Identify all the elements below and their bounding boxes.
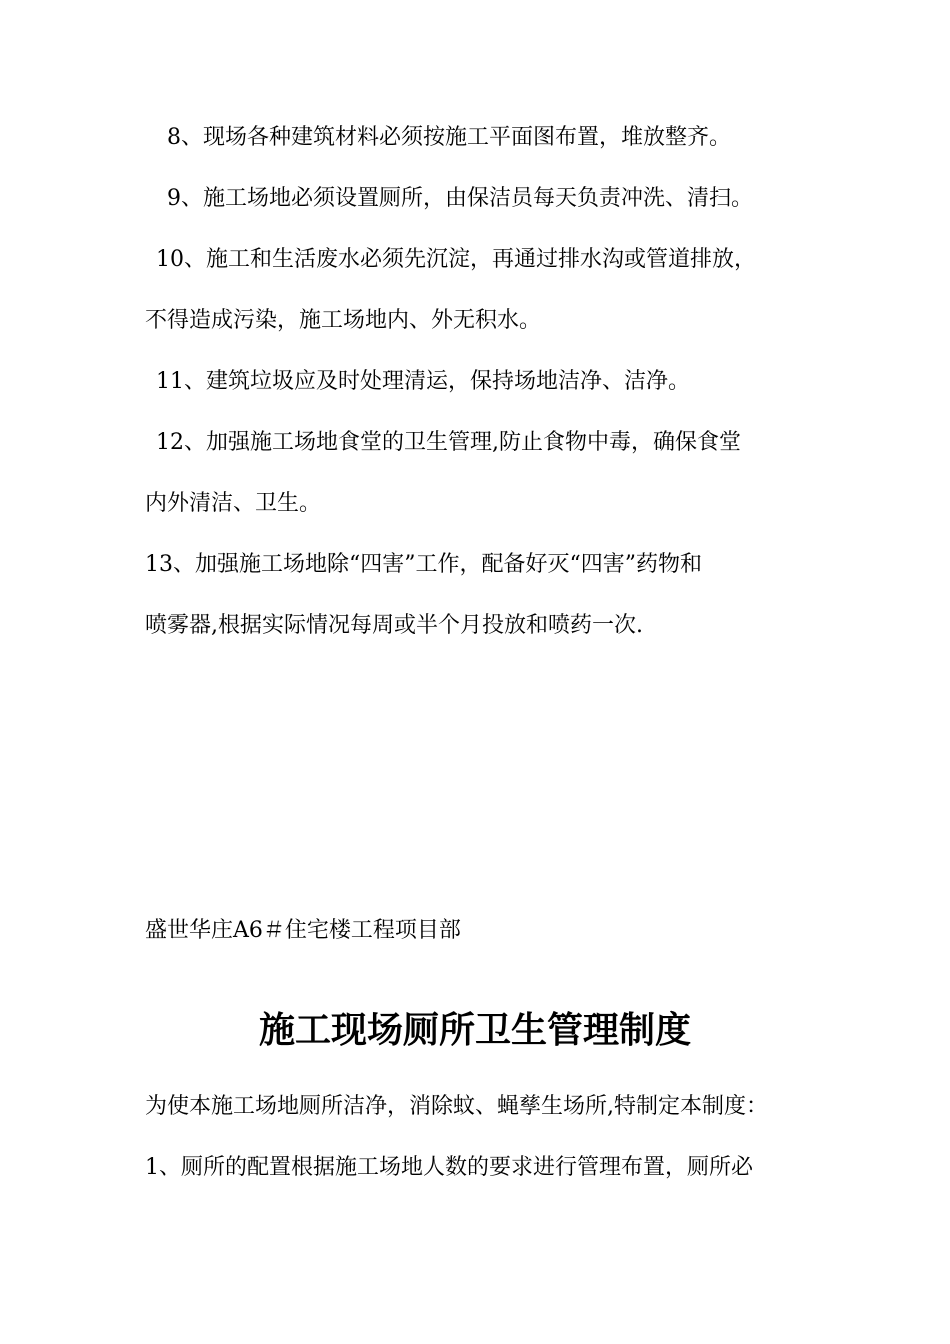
intro-paragraph: 为使本施工场地厕所洁净，消除蚊、蝇孳生场所,特制定本制度： [145,1094,768,1119]
item-11: 11、建筑垃圾应及时处理清运，保持场地洁净、洁净。 [156,369,690,394]
item-13-cont: 喷雾器,根据实际情况每周或半个月投放和喷药一次. [145,613,643,638]
rule-1: 1、厕所的配置根据施工场地人数的要求进行管理布置，厕所必 [145,1155,753,1180]
item-12-cont: 内外清洁、卫生。 [145,491,322,516]
item-10-cont: 不得造成污染，施工场地内、外无积水。 [145,308,542,333]
item-10: 10、施工和生活废水必须先沉淀，再通过排水沟或管道排放， [156,247,756,272]
project-signature: 盛世华庄A6＃住宅楼工程项目部 [145,918,461,943]
item-12: 12、加强施工场地食堂的卫生管理,防止食物中毒，确保食堂 [156,430,741,455]
item-13: 13、加强施工场地除“四害”工作，配备好灭“四害”药物和 [145,552,702,577]
item-8: 8、现场各种建筑材料必须按施工平面图布置，堆放整齐。 [167,125,731,150]
page-title: 施工现场厕所卫生管理制度 [258,1009,691,1051]
item-9: 9、施工场地必须设置厕所，由保洁员每天负责冲洗、清扫。 [167,186,753,211]
